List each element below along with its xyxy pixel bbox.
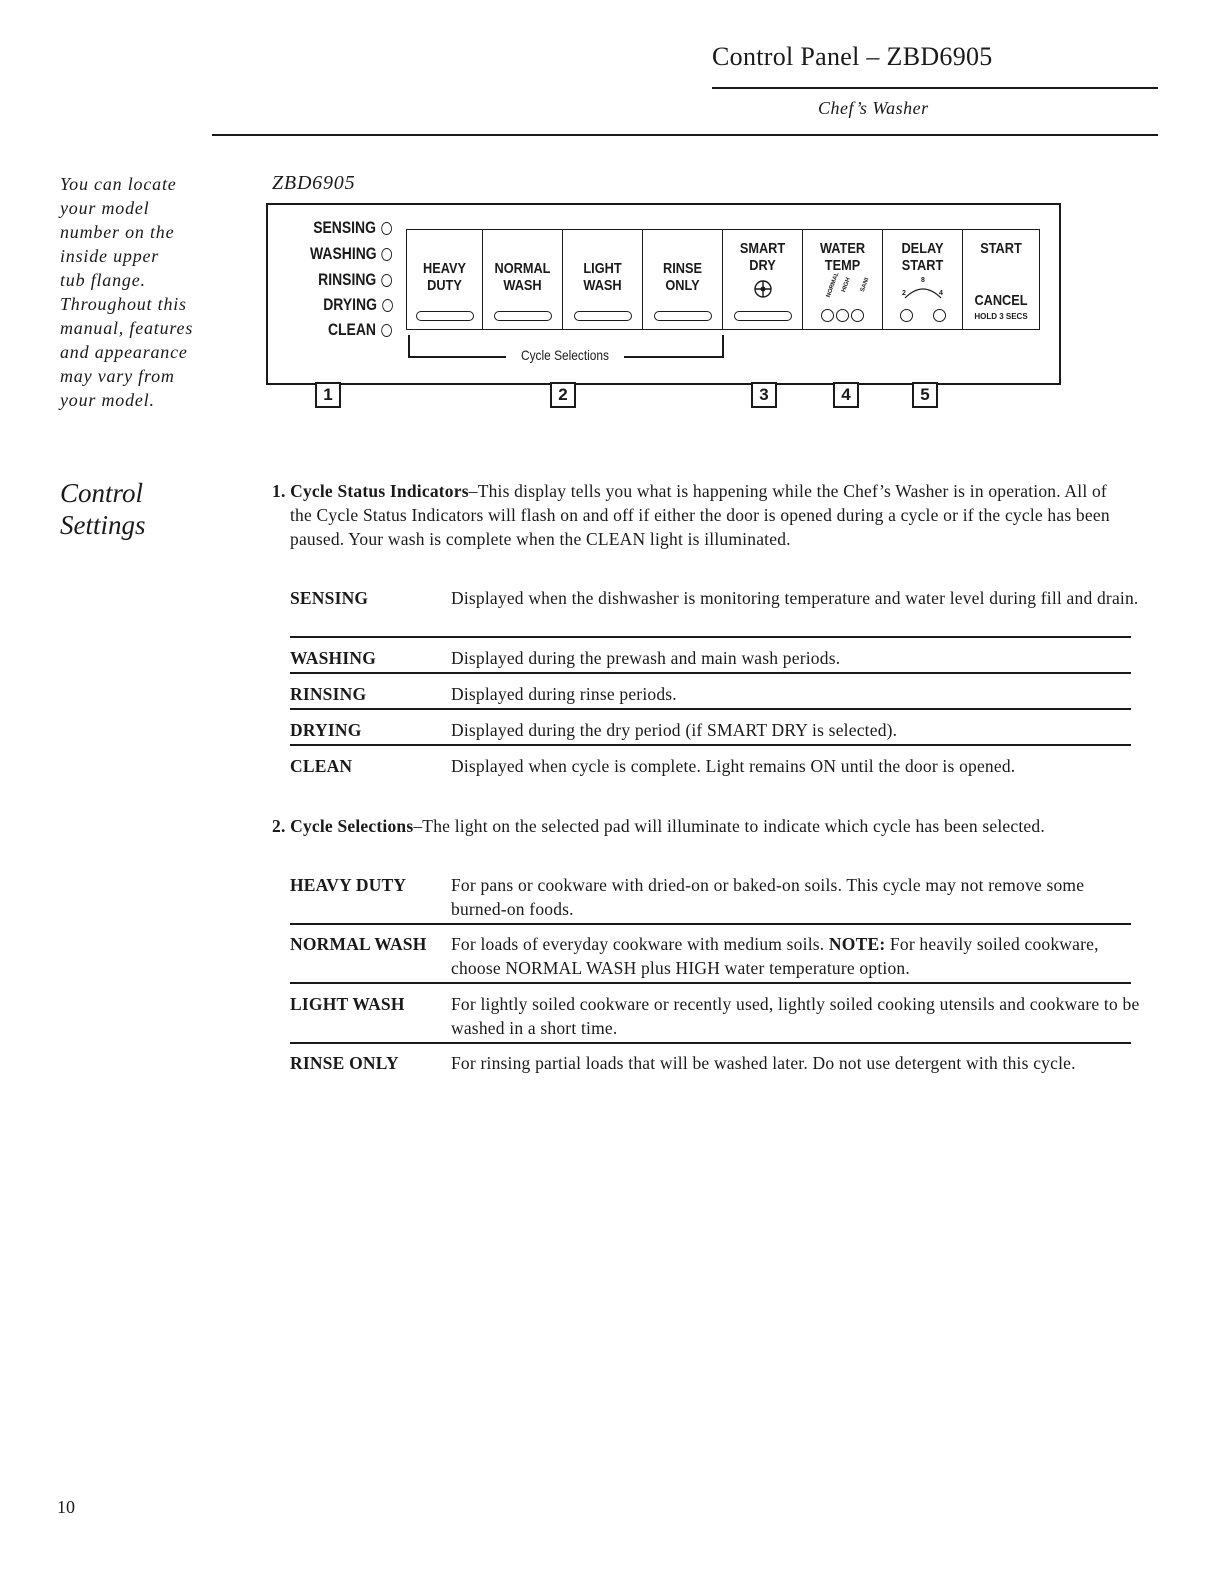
- callout-2: 2: [550, 382, 576, 408]
- start-cancel-pad[interactable]: START CANCEL HOLD 3 SECS: [963, 230, 1039, 329]
- sidebar-line: number on the: [60, 222, 175, 242]
- indicator-light-icon: [381, 248, 392, 261]
- sidebar-line: inside upper: [60, 246, 160, 266]
- pad-light: [416, 311, 474, 321]
- fan-icon: [752, 278, 774, 300]
- sidebar-line: your model.: [60, 390, 155, 410]
- sidebar-line: Throughout this: [60, 294, 187, 314]
- table-row: NORMAL WASH For loads of everyday cookware with medium soils. NOTE: For heavily soiled cookware, choose NORMAL WASH plus HIGH water temperature option.: [290, 932, 1131, 982]
- indicator-light-icon: [851, 309, 864, 322]
- status-sensing: SENSING: [314, 218, 392, 238]
- header-rule: [712, 87, 1158, 89]
- delay-lights: [883, 307, 962, 325]
- status-drying: DRYING: [323, 295, 392, 315]
- sidebar-line: your model: [60, 198, 150, 218]
- callout-1: 1: [315, 382, 341, 408]
- delay-start-pad[interactable]: DELAY START 2 8 4: [883, 230, 963, 329]
- indicator-light-icon: [821, 309, 834, 322]
- normal-wash-pad[interactable]: NORMAL WASH: [483, 230, 563, 329]
- pad-light: [734, 311, 792, 321]
- light-wash-pad[interactable]: LIGHT WASH: [563, 230, 643, 329]
- smart-dry-pad[interactable]: SMART DRY: [723, 230, 803, 329]
- page-subtitle: Chef’s Washer: [818, 98, 929, 118]
- pad-light: [654, 311, 712, 321]
- pad-row: [406, 229, 1040, 330]
- indicator-light-icon: [381, 324, 392, 337]
- status-rinsing: RINSING: [318, 270, 392, 290]
- section-heading: Control Settings: [60, 478, 146, 540]
- indicator-light-icon: [900, 309, 913, 322]
- delay-4-label: 4: [939, 290, 943, 297]
- cycle-status-indicators: [280, 216, 392, 348]
- sidebar-line: manual, features: [60, 318, 194, 338]
- callout-4: 4: [833, 382, 859, 408]
- pad-light: [494, 311, 552, 321]
- indicator-light-icon: [836, 309, 849, 322]
- heavy-duty-pad[interactable]: HEAVY DUTY: [407, 230, 483, 329]
- cycle-status-description: 1. Cycle Status Indicators–This display tells you what is happening while the Chef’s Washer is in operation. All of the Cycle Status Indicators will flash on and off if either the door is opened during a cycle or if the cycle has been paused. Your wash is complete when the CLEAN light is illuminated.: [272, 481, 1110, 549]
- indicator-light-icon: [381, 222, 392, 235]
- sidebar-line: tub flange.: [60, 270, 146, 290]
- table-row: CLEAN Displayed when cycle is complete. Light remains ON until the door is opened.: [290, 756, 1016, 776]
- table-row: RINSING Displayed during rinse periods.: [290, 682, 1131, 708]
- callout-3: 3: [751, 382, 777, 408]
- temp-high-label: HIGH: [841, 276, 852, 294]
- section-rule: [212, 134, 1158, 136]
- delay-2-label: 2: [902, 290, 906, 297]
- model-label: ZBD6905: [272, 172, 356, 194]
- table-row: SENSING Displayed when the dishwasher is monitoring temperature and water level during fill and drain.: [290, 586, 1131, 636]
- table-row: WASHING Displayed during the prewash and main wash periods.: [290, 646, 1131, 672]
- table-row: DRYING Displayed during the dry period (if SMART DRY is selected).: [290, 718, 1131, 744]
- temp-lights: [803, 307, 882, 325]
- cycle-selections-description: 2. Cycle Selections–The light on the selected pad will illuminate to indicate which cycle has been selected.: [272, 816, 1045, 836]
- sidebar-line: may vary from: [60, 366, 175, 386]
- indicator-light-icon: [381, 274, 392, 287]
- indicator-light-icon: [933, 309, 946, 322]
- delay-8-label: 8: [921, 277, 925, 284]
- status-clean: CLEAN: [328, 320, 392, 340]
- table-row: HEAVY DUTY For pans or cookware with dried-on or baked-on soils. This cycle may not remove some burned-on foods.: [290, 873, 1131, 923]
- page-number: 10: [57, 1497, 75, 1517]
- callout-5: 5: [912, 382, 938, 408]
- cycle-selections-bracket: [406, 335, 724, 363]
- temp-normal-label: NORMAL: [825, 271, 841, 299]
- rinse-only-pad[interactable]: RINSE ONLY: [643, 230, 723, 329]
- pad-light: [574, 311, 632, 321]
- table-row: LIGHT WASH For lightly soiled cookware or recently used, lightly soiled cooking utensils and cookware to be washed in a short time.: [290, 992, 1131, 1042]
- table-row: RINSE ONLY For rinsing partial loads that will be washed later. Do not use detergent with this cycle.: [290, 1053, 1076, 1073]
- page-title: Control Panel – ZBD6905: [712, 42, 993, 71]
- status-washing: WASHING: [310, 244, 392, 264]
- indicator-light-icon: [381, 299, 392, 312]
- sidebar-line: and appearance: [60, 342, 188, 362]
- water-temp-pad[interactable]: WATER TEMP NORMAL HIGH SANI: [803, 230, 883, 329]
- sidebar-line: You can locate: [60, 174, 177, 194]
- temp-sani-label: SANI: [859, 277, 871, 293]
- sidebar-note: [60, 172, 230, 412]
- cycle-selections-label: Cycle Selections: [521, 347, 609, 363]
- hold-note: HOLD 3 SECS: [974, 312, 1028, 321]
